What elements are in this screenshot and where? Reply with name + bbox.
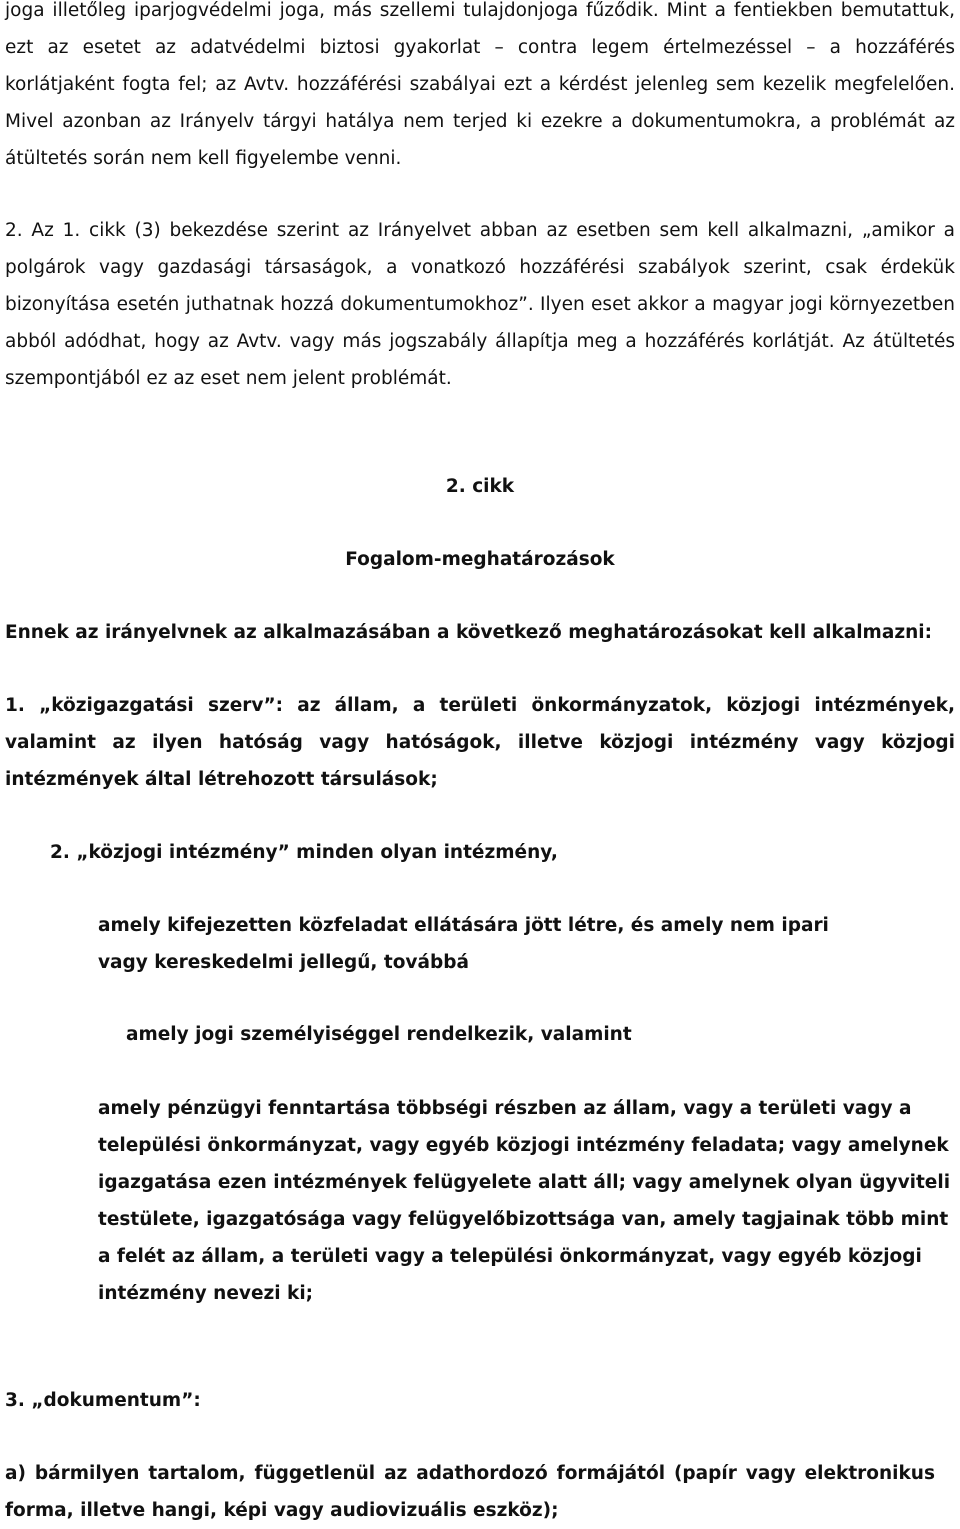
intro-paragraph-2: 2. Az 1. cikk (3) bekezdése szerint az Irányelvet abban az esetben sem kell alkalmazni, „amikor a polgárok vagy gazdasági társaságok, a vonatkozó hozzáférési szabályok szerint, csak érdekük bizonyítása esetén juthatnak hozzá dokumentumokhoz”. Ilyen eset akkor a magyar jogi környezetben abból adódhat, hogy az Avtv. vagy más jogszabály állapítja meg a hozzáférés korlátját. Az átültetés szempontjából ez az eset nem jelent problémát. (5, 220, 955, 389)
definition-2-heading: 2. „közjogi intézmény” minden olyan intézmény, (50, 842, 558, 863)
intro-paragraph-1: joga illetőleg iparjogvédelmi joga, más szellemi tulajdonjoga fűződik. Mint a fentiekben bemutattuk, ezt az esetet az adatvédelmi biztosi gyakorlat – contra legem értelmezéssel – a hozzáférés korlátjaként fogta fel; az Avtv. hozzáférési szabályai ezt a kérdést jelenleg sem kezelik megfelelően. Mivel azonban az Irányelv tárgyi hatálya nem terjed ki ezekre a dokumentumokra, a problémát az átültetés során nem kell figyelembe venni. (5, 0, 955, 169)
definition-3-heading: 3. „dokumentum”: (5, 1390, 201, 1411)
article-number: 2. cikk (445, 476, 515, 497)
definition-2-point-b: amely jogi személyiséggel rendelkezik, valamint (126, 1024, 632, 1045)
article-lead: Ennek az irányelvnek az alkalmazásában a következő meghatározásokat kell alkalmazni: (5, 622, 932, 643)
definition-1: 1. „közigazgatási szerv”: az állam, a területi önkormányzatok, közjogi intézmények, valamint az ilyen hatóság vagy hatóságok, illetve közjogi intézmény vagy közjogi intézmények által létrehozott társulások; (5, 695, 955, 790)
article-title: Fogalom-meghatározások (345, 549, 615, 570)
definition-3-point-a: a) bármilyen tartalom, függetlenül az adathordozó formájától (papír vagy elektronikus forma, illetve hangi, képi vagy audiovizuális eszköz); (5, 1463, 935, 1521)
definition-2-point-c: amely pénzügyi fenntartása többségi részben az állam, vagy a területi vagy a települési önkormányzat, vagy egyéb közjogi intézmény feladata; vagy amelynek igazgatása ezen intézmények felügyelete alatt áll; vagy amelynek olyan ügyviteli testülete, igazgatósága vagy felügyelőbizottsága van, amely tagjainak több mint a felét az állam, a területi vagy a települési önkormányzat, vagy egyéb közjogi intézmény nevezi ki; (98, 1098, 951, 1304)
definition-2-point-a: amely kifejezetten közfeladat ellátására jött létre, és amely nem ipari vagy kereskedelmi jellegű, továbbá (98, 915, 829, 973)
